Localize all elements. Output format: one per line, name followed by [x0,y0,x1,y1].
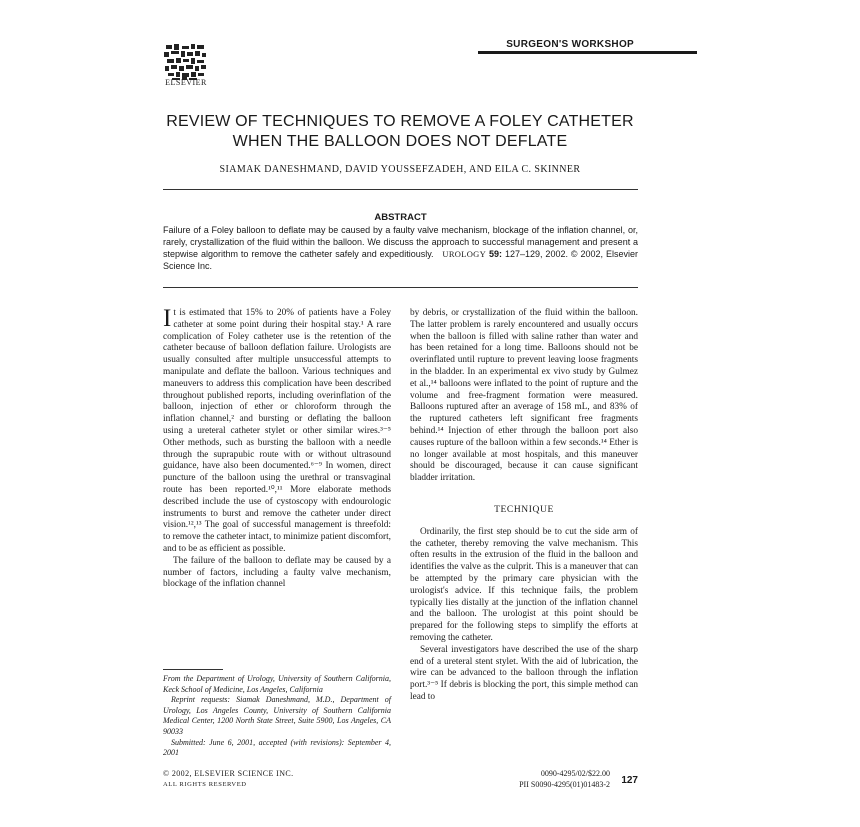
abstract-body [163,224,638,272]
paragraph: The failure of the balloon to deflate may be caused by a number of factors, including a faulty valve mechanism, blockage of the inflation channel [163,555,391,590]
section-heading-technique: TECHNIQUE [494,504,554,515]
abstract-text: Failure of a Foley balloon to deflate may be caused by a faulty valve mechanism, blockage of the inflation channel, or, rarely, crystallization of the fluid within the balloon. We discuss the approach to successful management and present a stepwise algorithm to remove the catheter safely and expeditiously. [163,225,638,259]
author-list: SIAMAK DANESHMAND, DAVID YOUSSEFZADEH, AND EILA C. SKINNER [219,164,581,175]
paragraph-text: t is estimated that 15% to 20% of patients have a Foley catheter at some point during their hospital stay.¹ A rare complication of Foley catheter use is the retention of the catheter because of balloon deflation failure. Urologists are usually consulted after multiple unsuccessful attempts to manipulate and deflate the balloon. Various techniques and maneuvers to address this complication have been described throughout published reports, including overinflation of the balloon, injection of ether or chloroform through the inflation channel,² and bursting or deflating the balloon using a ureteral catheter stylet or other similar wires.³⁻⁵ Other methods, such as bursting the balloon with a needle through the suprapubic route with or without ultrasound guidance, have also been documented.⁶⁻⁹ In women, direct puncture of the balloon using the urethral or transvaginal route has been reported.¹⁰,¹¹ More elaborate methods described include the use of cystoscopy with endourologic instruments to burst and remove the catheter under direct vision.¹²,¹³ The goal of successful management is threefold: to remove the catheter intact, to minimize patient discomfort, and to be as efficient as possible. [163,308,391,554]
abstract-heading: ABSTRACT [374,212,427,223]
body-column-left [163,305,391,591]
title-divider [163,189,638,190]
affiliation-footnote [163,674,391,759]
publisher-logo-text: ELSEVIER [165,78,207,87]
drop-cap: I [163,305,172,332]
journal-citation: 127–129, 2002. © 2002, Elsevier Science Inc. [163,249,638,271]
paragraph: Several investigators have described the use of the sharp end of a ureteral stent stylet. With the aid of lubrication, the wire can be advanced to the balloon through the inflation port.³⁻⁵ If debris is blocking the port, this simple method can lead to [410,644,638,702]
affiliation: From the Department of Urology, University of Southern California, Keck School of Medicine, Los Angeles, California [163,674,391,694]
article-title [100,112,700,152]
journal-volume: 59: [488,249,502,259]
copyright-text: © 2002, ELSEVIER SCIENCE INC. [163,769,294,778]
footnote-rule [163,669,223,670]
issn-text: 0090-4295/02/$22.00 [540,769,610,778]
title-line-1: REVIEW OF TECHNIQUES TO REMOVE A FOLEY CATHETER [166,113,634,130]
paragraph: Ordinarily, the first step should be to cut the side arm of the catheter, thereby removing the valve mechanism. This often results in the extrusion of the fluid in the balloon and identifies the valve as the culprit. This is a maneuver that can be attempted by the primary care physician with the urologist's advice. If this technique fails, the problem typically lies distally at the junction of the inflation channel and the balloon. The urologist at this point should be prepared for the following steps to simplify the efforts at removing the catheter. [410,526,638,643]
pii-text: PII S0090-4295(01)01483-2 [519,780,610,789]
reprint-requests: Reprint requests: Siamak Daneshmand, M.D., Department of Urology, Los Angeles County, University of Southern California Medical Center, 1200 North State Street, Suite 5900, Los Angeles, CA 90033 [163,695,391,736]
title-line-2: WHEN THE BALLOON DOES NOT DEFLATE [232,133,568,150]
paragraph [163,305,391,556]
section-label: SURGEON'S WORKSHOP [506,39,634,50]
submission-dates: Submitted: June 6, 2001, accepted (with revisions): September 4, 2001 [163,737,391,758]
section-rule [478,51,697,54]
rights-text: ALL RIGHTS RESERVED [163,781,247,788]
paragraph: by debris, or crystallization of the fluid within the balloon. The latter problem is rarely encountered and usually occurs when the balloon is filled with saline rather than water and has been retained for a long time. Balloons should not be overinflated until rupture to prevent leaving loose fragments in the bladder. In an experimental ex vivo study by Gulmez et al.,¹⁴ balloons were inflated to the point of rupture and the volume and free-fragment formation were measured. Balloons ruptured after an average of 158 mL, and 83% of the ruptured catheters left significant free fragments behind.¹⁴ Injection of ether through the balloon port also causes rupture of the balloon within a few seconds.¹⁴ Ether is no longer available at most hospitals, and this maneuver should be discouraged, because it can cause significant bladder irritation. [410,308,638,484]
footer-copyright [163,768,393,790]
footer-identifiers [420,768,610,790]
abstract-divider [163,287,638,288]
journal-name: UROLOGY [442,249,487,259]
body-column-right [410,308,638,704]
page-number: 127 [621,775,638,786]
